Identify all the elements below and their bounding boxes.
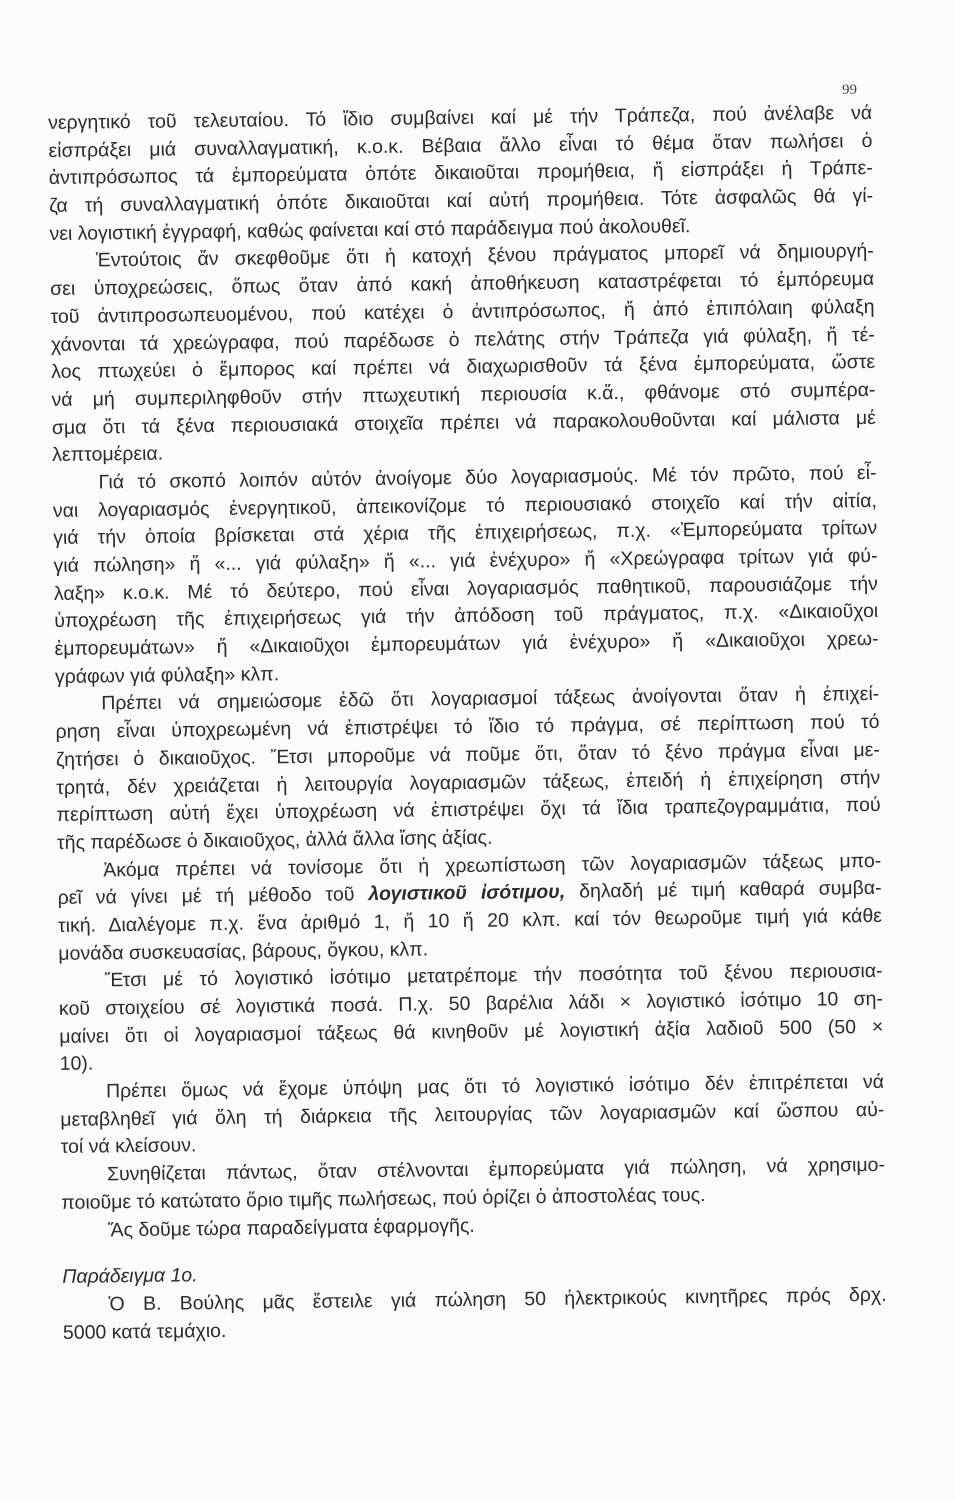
paragraph [50,238,877,470]
text-line: τῆς παρέδωσε ὁ δικαιοῦχος, ἀλλά ἄλλα ἴσης ἀξίας. [56,826,493,854]
text-line: Ἐντούτοις ἄν σκεφθοῦμε ὅτι ἡ κατοχή ξένου πράγματος μπορεῖ νά δημιουργή- [95,240,874,272]
paragraph [62,1282,887,1347]
paragraph [60,1069,885,1162]
text-line: ἀντιπρόσωπος τά ἐμπορεύματα ὁπότε δικαιοῦται προμήθεια, ἤ εἰσπράξει ἡ Τράπε- [48,157,873,190]
text-line: Πρέπει ὅμως νά ἔχομε ὑπόψη μας ὅτι τό λογιστικό ἰσότιμο δέν ἐπιτρέπεται νά [105,1070,885,1103]
text-line: Συνηθίζεται πάντως, ὅταν στέλνονται ἐμπορεύματα γιά πώληση, νά χρησιμο- [106,1153,886,1186]
text-line: περίπτωση αὐτή ἔχει ὑποχρέωση νά ἐπιστρέψει ὄχι τά ἴδια τραπεζογραμμάτια, πού [56,794,881,827]
text-line: νει λογιστική ἐγγραφή, καθώς φαίνεται καί στό παράδειγμα πού ἀκολουθεῖ. [49,214,691,245]
paragraph [55,681,881,857]
text-line: ναι λογαριασμός ἐνεργητικοῦ, ἀπεικονίζομε τό περιουσιακό στοιχεῖο καί τήν αἰτία, [52,489,877,522]
text-line: μεταβληθεῖ γιά ὅλη τή διάρκεια τῆς λειτουργίας τῶν λογαριασμῶν καί ὥσπου αὐ- [60,1098,885,1131]
text-segment: δηλαδή μέ τιμή καθαρά συμβα- [565,877,882,903]
text-line: Ἀκόμα πρέπει νά τονίσομε ὅτι ἡ χρεωπίστωση τῶν λογαριασμῶν τάξεως μπο- [103,849,882,881]
page-number: 99 [842,82,857,98]
text-line: Γιά τό σκοπό λοιπόν αὐτόν ἀνοίγομε δύο λογαριασμούς. Μέ τόν πρῶτο, πού εἶ- [98,461,877,494]
text-line: τοί νά κλείσουν. [60,1134,197,1159]
body-text [48,100,887,1347]
text-line: τρητά, δέν χρειάζεται ἡ λειτουργία λογαριασμῶν τάξεως, ἐπειδή ἡ ἐπιχείρηση στήν [56,766,881,799]
text-line: γιά τήν ὁποία βρίσκεται στά χέρια τῆς ἐπιχειρήσεως, π.χ. «Ἐμπορεύματα τρίτων [53,517,878,550]
text-line: τοῦ ἀντιπροσωπευομένου, πού κατέχει ὁ ἀντιπρόσωπος, ἤ ἀπό ἐπιπόλαιη φύλαξη [50,295,875,328]
text-line: 10). [59,1052,94,1076]
paragraph [57,847,882,968]
text-line: 5000 κατά τεμάχιο. [62,1319,227,1344]
text-line: ζητήσει ὁ δικαιοῦχος. Ἔτσι μποροῦμε νά ποῦμε ὅτι, ὅταν τό ξένο πράγμα εἶναι με- [55,738,881,771]
text-line: λαξη» κ.ο.κ. Μέ τό δεύτερο, πού εἶναι λογαριασμός παθητικοῦ, παρουσιάζομε τήν [53,572,878,605]
text-line: χάνονται τά χρεώγραφα, πού παρέδωσε ὁ πελάτης στήν Τράπεζα γιά φύλαξη, ἤ τέ- [50,323,875,356]
text-line: μονάδα συσκευασίας, βάρους, ὄγκου, κλπ. [58,938,429,965]
text-line: ποιοῦμε τό κατώτατο ὅριο τιμῆς πωλήσεως, πού ὁρίζει ὁ ἀποστολέας τους. [61,1183,706,1214]
text-line: εἰσπράξει μιά συναλλαγματική, κ.ο.κ. Βέβαια ἄλλο εἶναι τό θέμα ὅταν πωλήσει ὁ [48,129,873,162]
text-line: Ἄς δοῦμε τώρα παραδείγματα ἐφαρμογῆς. [107,1214,475,1241]
text-line: γιά πώληση» ἤ «... γιά φύλαξη» ἤ «... γιά ἐνέχυρο» ἤ «Χρεώγραφα τρίτων γιά φύ- [53,544,878,577]
paragraph [58,958,883,1079]
text-line: ἐμπορευμάτων» ἤ «Δικαιοῦχοι ἐμπορευμάτων γιά ἐνέχυρο» ἤ «Δικαιοῦχοι χρεω- [54,627,879,661]
text-line: σει ὑποχρεώσεις, ὅπως ὅταν ἀπό κακή ἀποθήκευση καταστρέφεται τό ἐμπόρευμα [50,268,875,301]
text-line: ὑποχρέωση τῆς ἐπιχειρήσεως γιά τήν ἀπόδοση τοῦ πράγματος, π.χ. «Δικαιοῦχοι [54,600,879,633]
text-line: μαίνει ὅτι οἱ λογαριασμοί τάξεως θά κινηθοῦν μέ λογιστική ἀξία λαδιοῦ 500 (50 × [59,1015,884,1048]
paragraph [52,460,879,692]
text-line: σμα ὅτι τά ξένα περιουσιακά στοιχεῖα πρέπει νά παρακολουθοῦνται καί μάλιστα μέ [51,406,876,439]
text-line: ρηση εἶναι ὑποχρεωμένη νά ἐπιστρέψει τό ἴδιο τό πράγμα, σέ περίπτωση πού τό [55,711,880,744]
paragraph [61,1152,886,1217]
text-line: κοῦ στοιχείου σέ λογιστικά ποσά. Π.χ. 50 βαρέλια λάδι × λογιστικό ἰσότιμο 10 ση- [58,987,884,1020]
paragraph [48,100,874,248]
text-line: λεπτομέρεια. [52,442,164,467]
text-line: νά μή συμπεριληφθοῦν στήν πτωχευτική περιουσία κ.ἄ., φθάνομε στό συμπέρα- [51,378,876,411]
text-line: γράφων γιά φύλαξη» κλπ. [54,662,280,688]
text-segment: ρεῖ νά γίνει μέ τή μέθοδο τοῦ [57,883,369,910]
text-line: τική. Διαλέγομε π.χ. ἕνα ἀριθμό 1, ἤ 10 ἤ 20 κλπ. καί τόν θεωροῦμε τιμή γιά κάθε [57,904,883,937]
text-line: Πρέπει νά σημειώσομε ἐδῶ ὅτι λογαριασμοί τάξεως ἀνοίγονται ὅταν ἡ ἐπιχεί- [101,683,880,715]
text-line: λος πτωχεύει ὁ ἔμπορος καί πρέπει νά διαχωρισθοῦν τά ξένα ἐμπορεύματα, ὥστε [51,351,876,384]
text-line: ζα τή συναλλαγματική ὁπότε δικαιοῦται καί αὐτή προμήθεια. Τότε ἀσφαλῶς θά γί- [49,184,874,218]
text-line: Παράδειγμα 1ο. [62,1264,198,1289]
text-line: Ὁ Β. Βούλης μᾶς ἔστειλε γιά πώληση 50 ἠλεκτρικούς κινητῆρες πρός δρχ. [108,1283,887,1316]
text-line: νεργητικό τοῦ τελευταίου. Τό ἴδιο συμβαίνει καί μέ τήν Τράπεζα, πού ἀνέλαβε νά [48,101,873,134]
text-line: Ἔτσι μέ τό λογιστικό ἰσότιμο μετατρέπομε τήν ποσότητα τοῦ ξένου περιουσια- [104,960,883,992]
emphasized-term: λογιστικοῦ ἰσότιμου, [368,880,566,906]
